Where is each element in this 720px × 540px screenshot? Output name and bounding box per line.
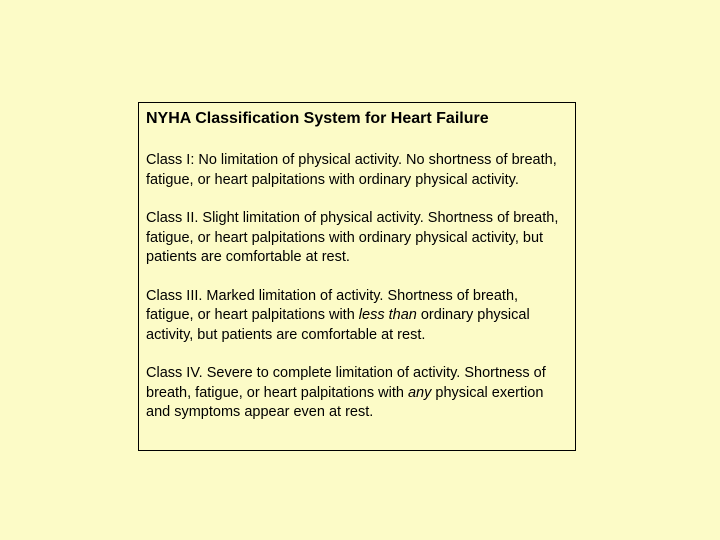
classification-box bbox=[138, 102, 576, 451]
class-iv-emphasis: any bbox=[407, 384, 432, 401]
class-ii-text bbox=[146, 209, 569, 268]
classification-title: NYHA Classification System for Heart Failure bbox=[146, 110, 489, 127]
class-iv-body-end: physical exertion and symptoms appear even at rest. bbox=[146, 384, 544, 420]
class-i-text bbox=[146, 151, 569, 190]
class-i-body: Class I: No limitation of physical activity. No shortness of breath, fatigue, or heart palpitations with ordinary physical activity. bbox=[146, 152, 557, 188]
class-iv-body-start: Class IV. Severe to complete limitation of activity. Shortness of breath, fatigue, or heart palpitations with bbox=[146, 365, 546, 401]
class-iii-emphasis: less than bbox=[358, 307, 417, 323]
class-iv-text bbox=[146, 364, 569, 423]
class-iii-text bbox=[146, 287, 569, 346]
class-ii-body: Class II. Slight limitation of physical activity. Shortness of breath, fatigue, or heart palpitations with ordinary physical activity, but patients are comfortable at rest. bbox=[146, 210, 559, 265]
class-iii-body-end: ordinary physical activity, but patients are comfortable at rest. bbox=[146, 307, 530, 343]
class-iii-body-start: Class III. Marked limitation of activity. Shortness of breath, fatigue, or heart palpitations with bbox=[146, 287, 519, 323]
